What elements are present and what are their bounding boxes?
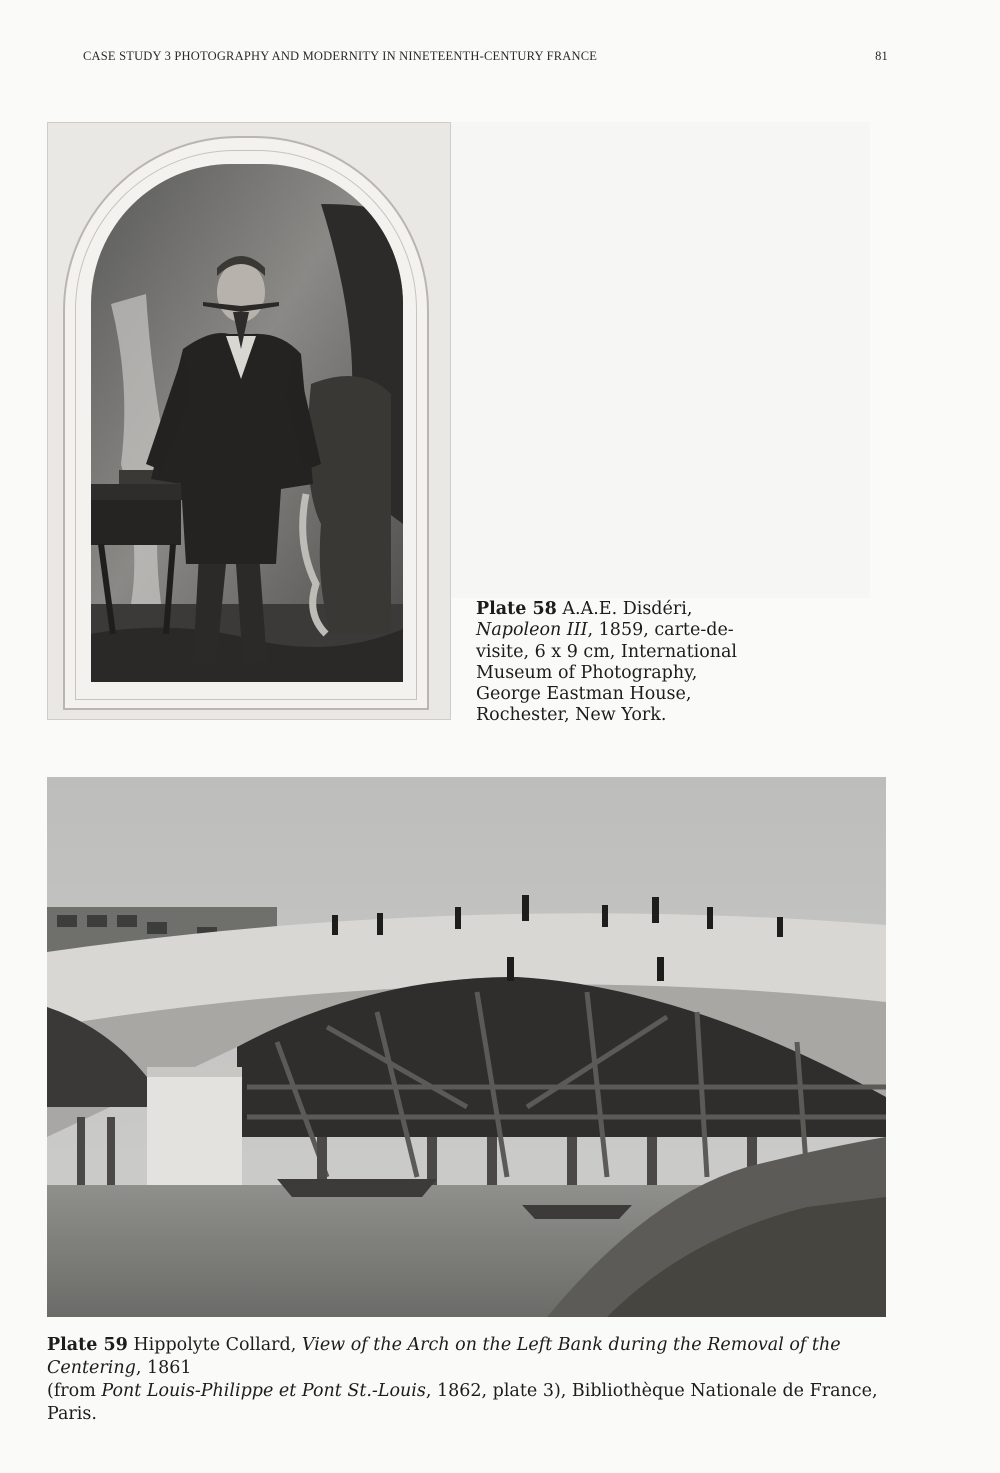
plate-59-caption — [47, 1334, 927, 1426]
plate-59-image — [47, 777, 886, 1317]
portrait-photograph — [91, 164, 403, 682]
plate-59-source-rest: , 1862, plate 3), Bibliothèque Nationale de France, Paris. — [47, 1381, 878, 1424]
plate-59-title: View of the Arch on the Left Bank during the Removal of the Centering — [47, 1335, 841, 1378]
page-number: 81 — [875, 49, 888, 63]
portrait-illustration — [91, 164, 403, 682]
plate-58-caption — [476, 599, 746, 727]
bridge-photograph — [47, 777, 886, 1317]
plate-58-title: Napoleon III — [476, 620, 588, 641]
plate-59-year: , 1861 — [135, 1358, 192, 1378]
plate-59-artist: Hippolyte Collard, — [133, 1335, 297, 1355]
plate-59-source-title: Pont Louis-Philippe et Pont St.-Louis — [101, 1381, 426, 1401]
plate-58-details: , 1859, carte-de-visite, 6 x 9 cm, International Museum of Photography, George Eastman House, Rochester, New York. — [476, 620, 738, 726]
running-title: CASE STUDY 3 PHOTOGRAPHY AND MODERNITY IN NINETEENTH-CENTURY FRANCE — [83, 49, 598, 63]
faded-background-area — [451, 122, 870, 598]
plate-58-image — [47, 122, 451, 720]
plate-59-source-open: (from — [47, 1381, 102, 1401]
plate-58-label: Plate 58 — [476, 599, 557, 619]
plate-59-label: Plate 59 — [47, 1335, 128, 1355]
plate-58-artist: A.A.E. Disdéri, — [562, 599, 693, 619]
running-head — [83, 49, 903, 69]
